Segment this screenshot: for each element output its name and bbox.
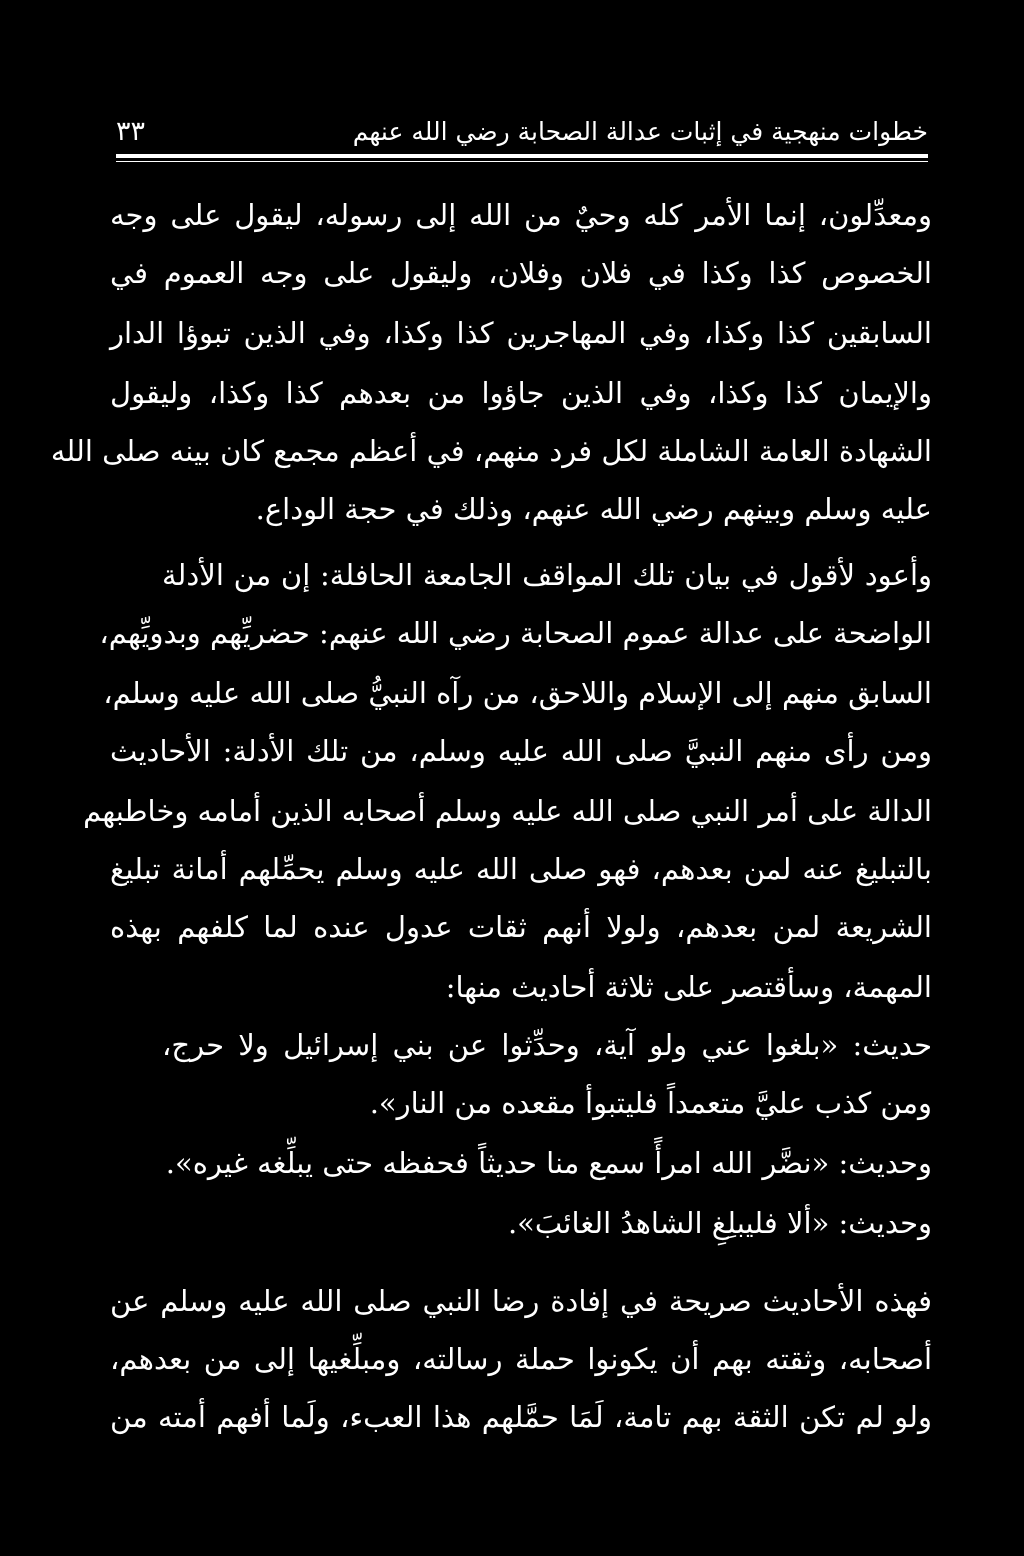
text-line: عليه وسلم وبينهم رضي الله عنهم، وذلك في حجة الوداع. xyxy=(255,492,932,526)
header-rule-thin xyxy=(116,161,928,162)
text-line: السابق منهم إلى الإسلام واللاحق، من رآه النبيُّ صلى الله عليه وسلم، xyxy=(103,676,932,710)
text-line: ومن رأى منهم النبيَّ صلى الله عليه وسلم، من تلك الأدلة: الأحاديث xyxy=(110,734,932,768)
text-line: ولو لم تكن الثقة بهم تامة، لَمَا حمَّلهم هذا العبء، ولَما أفهم أمته من xyxy=(110,1400,932,1434)
text-line: الخصوص كذا وكذا في فلان وفلان، وليقول على وجه العموم في xyxy=(110,256,932,290)
text-line: الدالة على أمر النبي صلى الله عليه وسلم أصحابه الذين أمامه وخاطبهم xyxy=(83,794,932,828)
text-line: ومعدِّلون، إنما الأمر كله وحيٌ من الله إلى رسوله، ليقول على وجه xyxy=(110,198,932,232)
text-line: وحديث: «ألا فليبلِغِ الشاهدُ الغائبَ». xyxy=(507,1206,932,1240)
text-line: بالتبليغ عنه لمن بعدهم، فهو صلى الله عليه وسلم يحمِّلهم أمانة تبليغ xyxy=(110,852,933,886)
text-line: الشهادة العامة الشاملة لكل فرد منهم، في أعظم مجمع كان بينه صلى الله xyxy=(50,434,932,468)
text-line: ومن كذب عليَّ متعمداً فليتبوأ مقعده من النار». xyxy=(369,1086,932,1120)
text-line: أصحابه، وثقته بهم أن يكونوا حملة رسالته، ومبلِّغيها إلى من بعدهم، xyxy=(110,1342,932,1376)
text-line: فهذه الأحاديث صريحة في إفادة رضا النبي صلى الله عليه وسلم عن xyxy=(110,1284,932,1318)
header-rule-thick xyxy=(116,154,928,158)
page-number: ٣٣ xyxy=(116,116,146,147)
running-title: خطوات منهجية في إثبات عدالة الصحابة رضي الله عنهم xyxy=(352,117,928,146)
text-line: وأعود لأقول في بيان تلك المواقف الجامعة الحافلة: إن من الأدلة xyxy=(162,558,932,592)
text-line: الواضحة على عدالة عموم الصحابة رضي الله عنهم: حضريِّهم وبدويِّهم، xyxy=(99,616,932,650)
text-line: السابقين كذا وكذا، وفي المهاجرين كذا وكذا، وفي الذين تبوؤا الدار xyxy=(110,316,932,350)
text-line: حديث: «بلغوا عني ولو آية، وحدِّثوا عن بني إسرائيل ولا حرج، xyxy=(162,1028,933,1062)
page-header xyxy=(116,112,928,152)
text-line: المهمة، وسأقتصر على ثلاثة أحاديث منها: xyxy=(445,970,932,1004)
text-line: الشريعة لمن بعدهم، ولولا أنهم ثقات عدول عنده لما كلفهم بهذه xyxy=(110,910,932,944)
text-line: وحديث: «نضَّر الله امرأً سمع منا حديثاً فحفظه حتى يبلِّغه غيره». xyxy=(165,1146,932,1180)
text-line: والإيمان كذا وكذا، وفي الذين جاؤوا من بعدهم كذا وكذا، وليقول xyxy=(110,376,932,410)
